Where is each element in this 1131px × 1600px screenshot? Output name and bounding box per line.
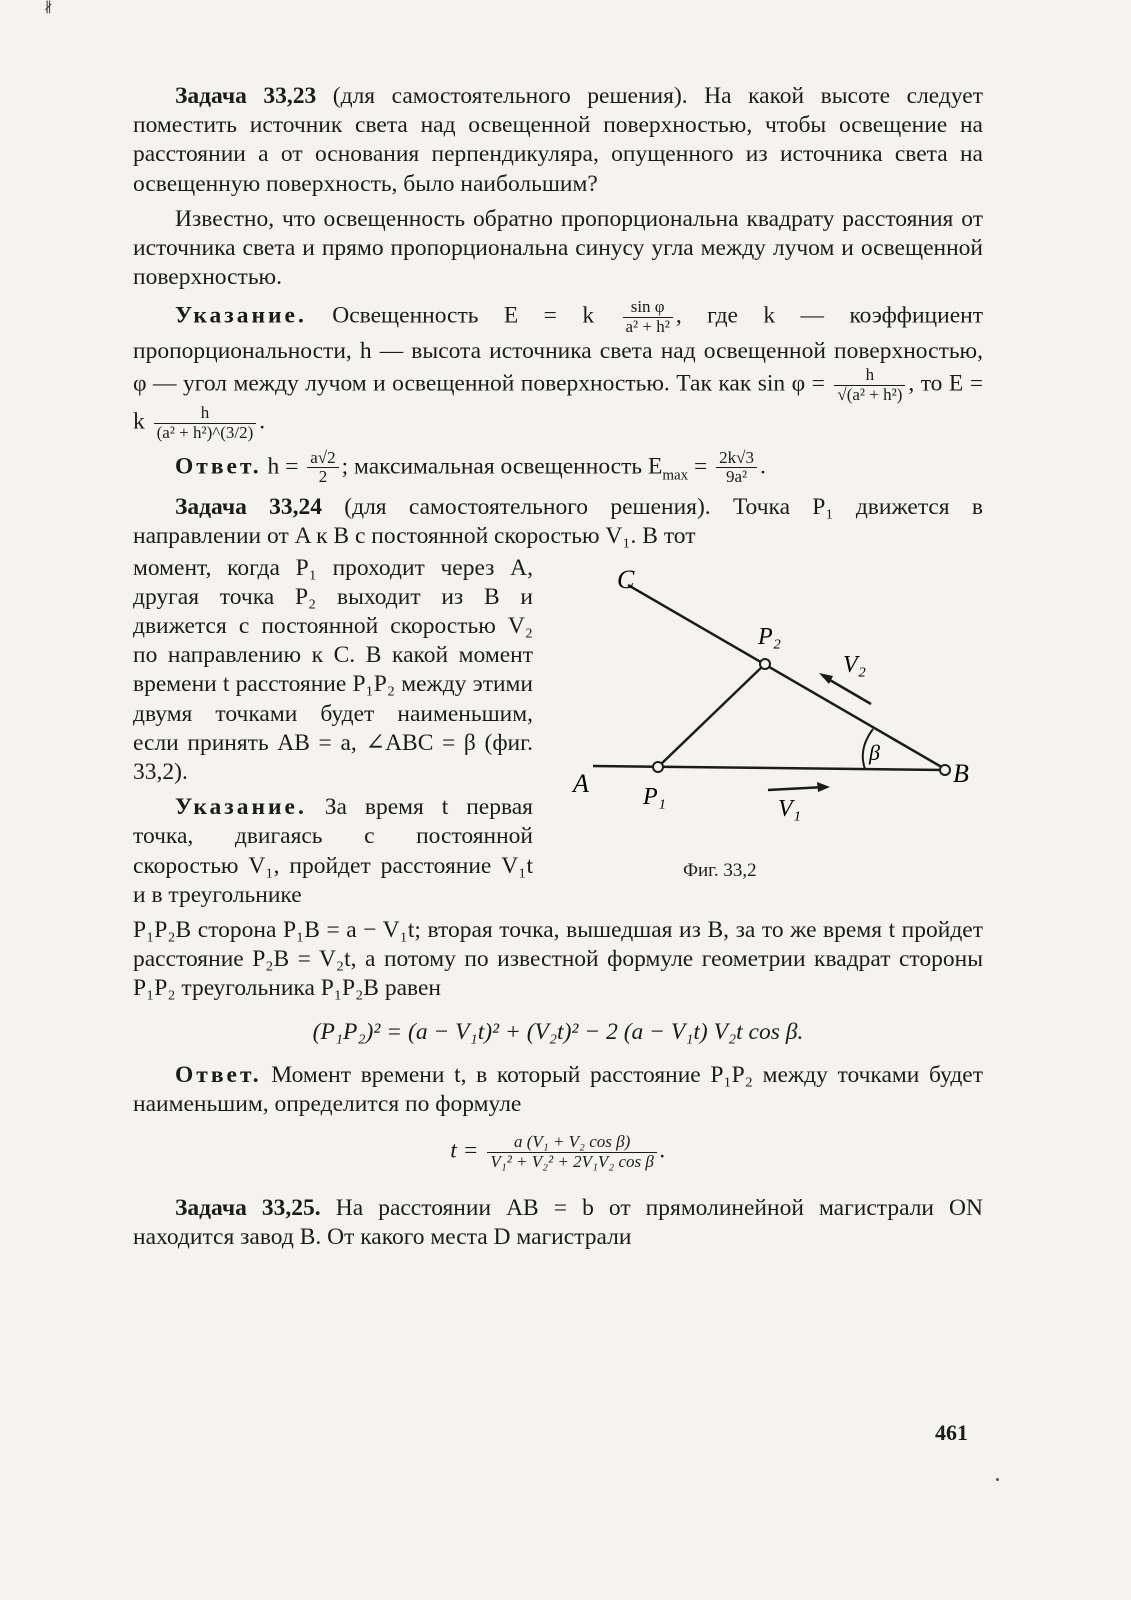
fraction-numerator: 2k√3 — [716, 449, 757, 469]
fraction-denominator: 9a² — [726, 467, 748, 487]
fraction-h — [307, 449, 338, 487]
line-ab — [593, 766, 945, 770]
answer-text-2: ; максимальная освещенность E — [341, 453, 663, 480]
fraction-e — [154, 404, 257, 442]
page-number: 461 — [935, 1420, 968, 1445]
answer-33-23 — [133, 449, 983, 487]
fraction-denominator: V₁² + V₂² + 2V₁V₂ cos β — [490, 1151, 654, 1171]
label-b: B — [953, 758, 969, 788]
problem-text: (для самостоятельного решения). На какой высоте следует поместить источник света над освещенной поверхностью, чтобы освещение на расстоянии a от основания перпендикуляра, опущенного из источника света на освещенную поверхность, было наибольшим? — [133, 83, 984, 197]
fraction-numerator: a√2 — [307, 449, 338, 469]
answer-label: Ответ. — [175, 1061, 262, 1088]
fraction-time — [487, 1133, 656, 1171]
hint-text: За время t первая точка, двигаясь с постоянной скоростью V₁, пройдет расстояние V₁t и в треугольнике — [133, 794, 533, 908]
fraction-numerator: h — [154, 404, 257, 424]
figure-33-2 — [533, 554, 983, 916]
scan-speck — [996, 1478, 999, 1481]
answer-label: Ответ. — [175, 453, 262, 480]
hint-text-1: Освещенность E = k — [306, 303, 620, 329]
label-v2: V₂ — [843, 651, 867, 678]
problem-text: На расстоянии AB = b от прямолинейной магистрали ON находится завод B. От какого места D магистрали — [133, 1194, 984, 1250]
corner-mark: ∦ — [44, 1, 53, 16]
label-p2: P₂ — [758, 623, 782, 650]
answer-text-3: = — [688, 453, 714, 480]
answer-text-4: . — [760, 453, 766, 480]
problem-with-figure — [133, 554, 983, 916]
answer-text: Момент времени t, в который расстояние P₁P₂ между точками будет наименьшим, определится по формуле — [133, 1061, 983, 1117]
equation-law-of-cosines: (P₁P₂)² = (a − V₁t)² + (V₂t)² − 2 (a − V₁t) V₂t cos β. — [312, 1018, 804, 1045]
paragraph-known: Известно, что освещенность обратно пропорциональна квадрату расстояния от источника света и прямо пропорциональна синусу угла между лучом и освещенной поверхностью. — [133, 205, 983, 291]
problem-33-25 — [133, 1194, 983, 1252]
point-b — [940, 765, 950, 775]
answer-text-1: h = — [261, 453, 305, 480]
line-p1p2 — [658, 664, 765, 767]
hint-33-24 — [133, 793, 533, 910]
fraction-denominator: 2 — [318, 467, 328, 487]
hint-text-2: , где k — коэффициент пропорциональности, h — высота источника света над освещенной поверхностью, φ — угол между лучом и освещенной поверхностью. Так как sin φ = — [133, 303, 983, 397]
line-cb — [628, 585, 945, 769]
hint-label: Указание. — [175, 303, 307, 329]
label-beta: β — [869, 739, 880, 765]
label-c: C — [617, 564, 635, 594]
problem-33-24-continued: момент, когда P₁ проходит через A, другая точка P₂ выходит из B и движется с постоянной скоростью V₂ по направлению к C. В какой момент времени t расстояние P₁P₂ между этими двумя точками будет наименьшим, если принять AB = a, ∠ABC = β (фиг. 33,2). — [133, 554, 533, 785]
fraction-numerator: a (V₁ + V₂ cos β) — [487, 1133, 656, 1153]
fraction-numerator: h — [834, 366, 905, 386]
equation-end: . — [659, 1137, 666, 1164]
problem-title: Задача 33,24 — [175, 494, 323, 521]
fraction-sin — [834, 366, 905, 404]
fraction-denominator: (a² + h²)^(3/2) — [156, 423, 254, 443]
answer-33-24 — [133, 1061, 983, 1119]
page-body — [133, 82, 983, 1258]
arrow-v2-head — [819, 673, 833, 684]
hint-text-3: , то E = k — [133, 370, 983, 435]
fraction-emax — [716, 449, 757, 487]
paragraph-triangle: P₁P₂B сторона P₁B = a − V₁t; вторая точка, вышедшая из B, за то же время t пройдет расстояние P₂B = V₂t, а потому по известной формуле геометрии квадрат стороны P₁P₂ треугольника P₁P₂B равен — [133, 916, 983, 1002]
arrow-v1-shaft — [768, 787, 825, 790]
triangle-diagram — [533, 554, 983, 894]
label-p1: P₁ — [643, 783, 667, 810]
label-a: A — [573, 768, 589, 798]
fraction-denominator: √(a² + h²) — [837, 384, 903, 404]
fraction-numerator: sin φ — [623, 298, 673, 318]
fraction-illumination — [623, 298, 673, 336]
figure-caption: Фиг. 33,2 — [683, 859, 757, 881]
point-p1 — [653, 762, 663, 772]
hint-label: Указание. — [175, 794, 307, 821]
label-v1: V₁ — [778, 795, 802, 822]
problem-33-23 — [133, 82, 983, 199]
point-p2 — [760, 659, 770, 669]
float-text — [133, 554, 533, 916]
problem-33-24 — [133, 493, 983, 551]
equation-time — [133, 1133, 983, 1171]
hint-text-4: . — [259, 408, 266, 435]
subscript-max: max — [662, 467, 689, 484]
arrow-v1-head — [817, 782, 830, 792]
problem-title: Задача 33,25. — [175, 1194, 321, 1221]
equation-lhs: t = — [450, 1137, 485, 1164]
problem-text: (для самостоятельного решения). Точка P₁ движется в направлении от A к B с постоянной скоростью V₁. В тот — [133, 494, 983, 550]
hint-33-23 — [133, 298, 983, 442]
fraction-denominator: a² + h² — [625, 317, 670, 337]
problem-title: Задача 33,23 — [175, 83, 317, 109]
